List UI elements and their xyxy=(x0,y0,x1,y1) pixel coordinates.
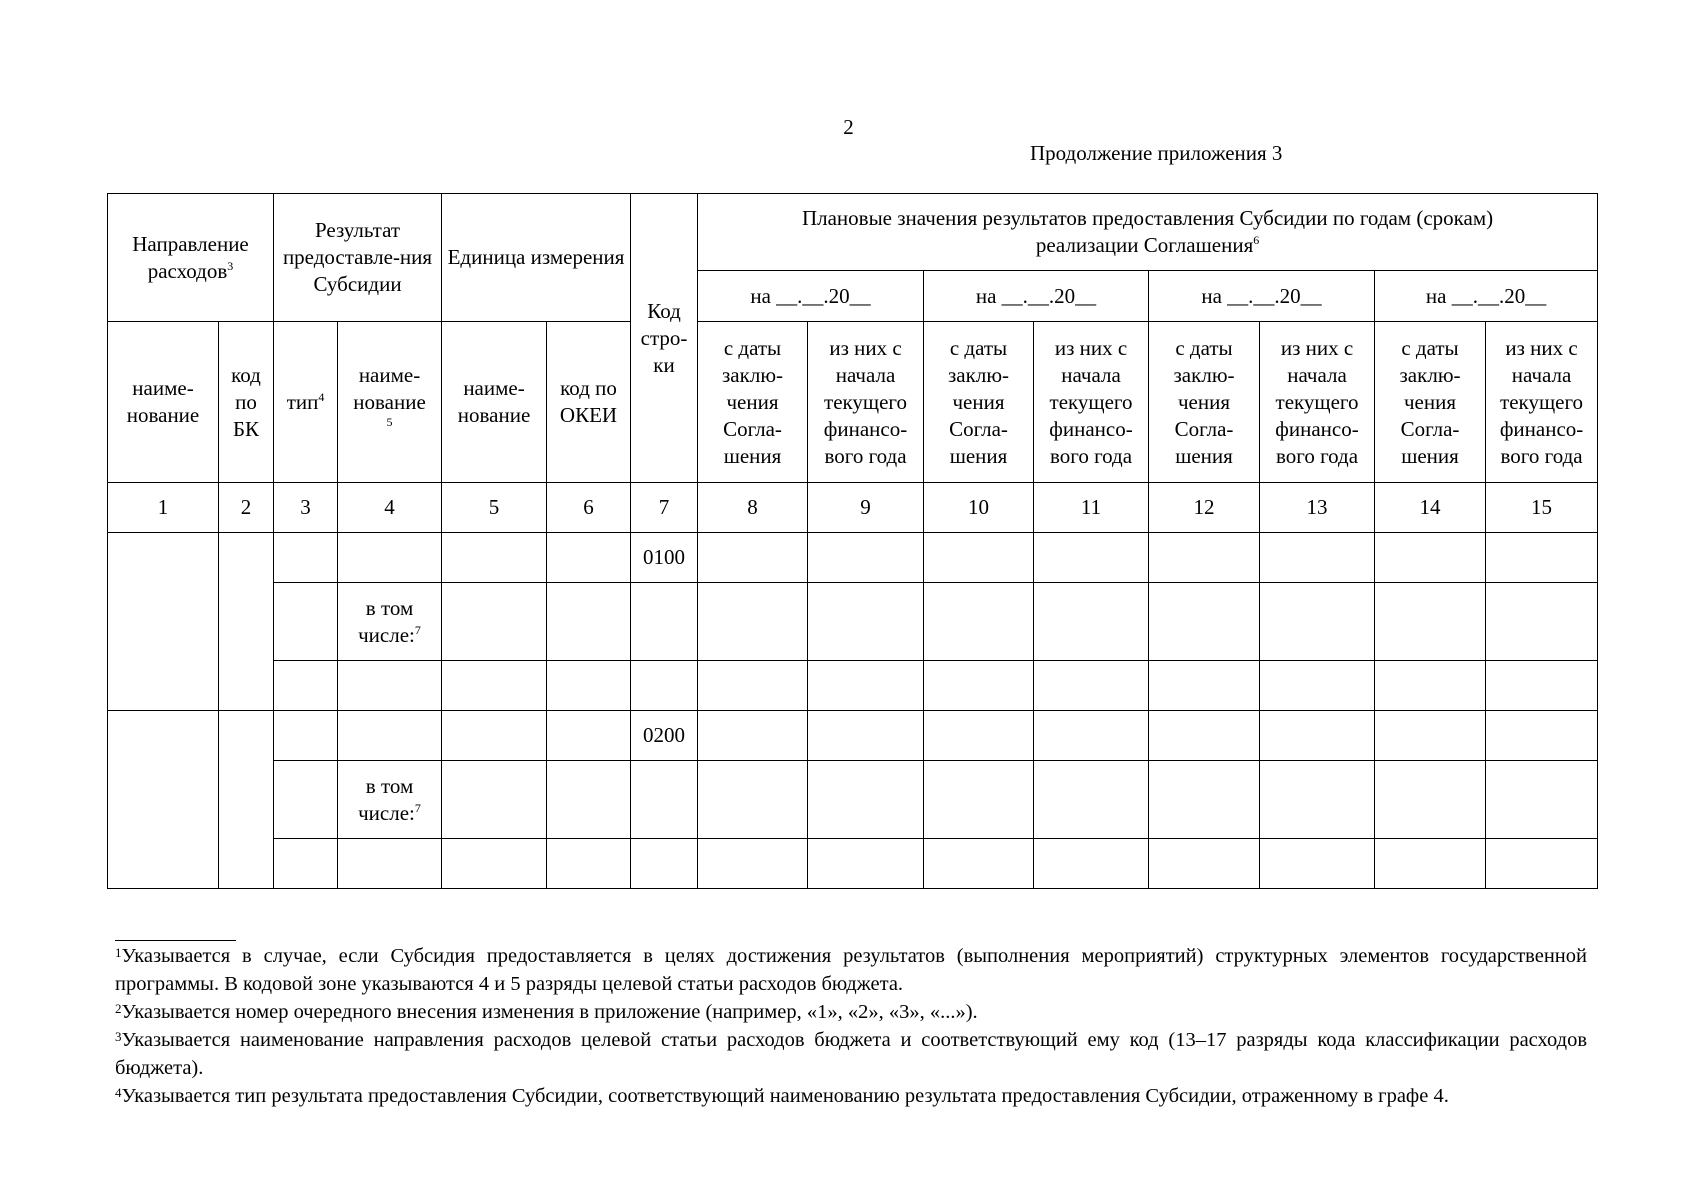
continuation-title: Продолжение приложения 3 xyxy=(1030,141,1283,165)
value-cell[interactable] xyxy=(1149,533,1260,583)
value-cell[interactable] xyxy=(1486,533,1598,583)
result-name-cell[interactable] xyxy=(338,711,442,761)
value-cell[interactable] xyxy=(698,761,808,839)
header-result: Результат предоставле-ния Субсидии xyxy=(274,194,442,322)
footnote-4: $^4$Указывается тип результата предоставления Субсидии, соответствующий наименованию результата предоставления Субсидии, отраженному в графе 4. xyxy=(115,1085,1449,1107)
results-table xyxy=(107,193,1598,889)
from-year-3: из них с начала текущего финансо-вого года xyxy=(1260,322,1375,483)
code-bk-cell[interactable] xyxy=(219,711,274,889)
okei-cell[interactable] xyxy=(547,839,631,889)
type-cell[interactable] xyxy=(274,661,338,711)
table-row xyxy=(108,533,1598,583)
okei-cell[interactable] xyxy=(547,661,631,711)
value-cell[interactable] xyxy=(924,761,1034,839)
value-cell[interactable] xyxy=(1375,839,1486,889)
value-cell[interactable] xyxy=(1149,583,1260,661)
type-cell[interactable] xyxy=(274,711,338,761)
value-cell[interactable] xyxy=(1375,583,1486,661)
type-cell[interactable] xyxy=(274,533,338,583)
type-cell[interactable] xyxy=(274,761,338,839)
value-cell[interactable] xyxy=(1034,661,1149,711)
column-number: 15 xyxy=(1486,483,1598,533)
unit-name-cell[interactable] xyxy=(442,761,547,839)
value-cell[interactable] xyxy=(1034,583,1149,661)
value-cell[interactable] xyxy=(1375,711,1486,761)
row-code-cell[interactable] xyxy=(631,583,698,661)
header-direction: Направление расходов$^3$ xyxy=(108,194,274,322)
footnote-1: $^1$Указывается в случае, если Субсидия предоставляется в целях достижения результатов (выполнения мероприятий) структурных элементов государственной программы. В кодовой зоне указываются 4 и 5 разряды целевой статьи расходов бюджета. xyxy=(115,945,1587,995)
column-number: 8 xyxy=(698,483,808,533)
value-cell[interactable] xyxy=(1149,661,1260,711)
column-number: 10 xyxy=(924,483,1034,533)
from-date-4: с даты заклю-чения Согла-шения xyxy=(1375,322,1486,483)
result-name-cell[interactable] xyxy=(338,661,442,711)
table-row xyxy=(108,661,1598,711)
sub-unit-name: наиме-нование xyxy=(442,322,547,483)
value-cell[interactable] xyxy=(808,661,924,711)
from-date-2: с даты заклю-чения Согла-шения xyxy=(924,322,1034,483)
period-2: на __.__.20__ xyxy=(924,271,1149,322)
footnote-separator xyxy=(115,940,236,941)
row-code-cell[interactable] xyxy=(631,839,698,889)
value-cell[interactable] xyxy=(1375,661,1486,711)
column-number: 3 xyxy=(274,483,338,533)
value-cell[interactable] xyxy=(924,661,1034,711)
value-cell[interactable] xyxy=(808,583,924,661)
period-1: на __.__.20__ xyxy=(698,271,924,322)
from-year-1: из них с начала текущего финансо-вого года xyxy=(808,322,924,483)
value-cell[interactable] xyxy=(698,583,808,661)
row-code: 0100 xyxy=(631,533,698,583)
unit-name-cell[interactable] xyxy=(442,533,547,583)
okei-cell[interactable] xyxy=(547,761,631,839)
value-cell[interactable] xyxy=(1034,711,1149,761)
value-cell[interactable] xyxy=(698,839,808,889)
column-number: 14 xyxy=(1375,483,1486,533)
value-cell[interactable] xyxy=(808,533,924,583)
column-number: 11 xyxy=(1034,483,1149,533)
footnote-2: $^2$Указывается номер очередного внесения изменения в приложение (например, «1», «2», «3», «...»). xyxy=(115,1001,978,1023)
unit-name-cell[interactable] xyxy=(442,583,547,661)
value-cell[interactable] xyxy=(1375,533,1486,583)
value-cell[interactable] xyxy=(698,533,808,583)
header-unit: Единица измерения xyxy=(442,194,631,322)
footnote-3: $^3$Указывается наименование направления расходов целевой статьи расходов бюджета и соответствующий ему код (13–17 разряды кода классификации расходов бюджета). xyxy=(115,1029,1587,1079)
sub-result-name: наиме-нование 5 xyxy=(338,322,442,483)
value-cell[interactable] xyxy=(1260,761,1375,839)
value-cell[interactable] xyxy=(808,839,924,889)
value-cell[interactable] xyxy=(1260,661,1375,711)
value-cell[interactable] xyxy=(924,711,1034,761)
direction-name-cell[interactable] xyxy=(108,711,219,889)
code-bk-cell[interactable] xyxy=(219,533,274,711)
sub-okei: код по ОКЕИ xyxy=(547,322,631,483)
type-cell[interactable] xyxy=(274,583,338,661)
value-cell[interactable] xyxy=(1034,761,1149,839)
column-number: 13 xyxy=(1260,483,1375,533)
column-number: 2 xyxy=(219,483,274,533)
value-cell[interactable] xyxy=(1149,711,1260,761)
column-number: 7 xyxy=(631,483,698,533)
column-numbers-row xyxy=(108,483,1598,533)
from-year-2: из них с начала текущего финансо-вого года xyxy=(1034,322,1149,483)
value-cell[interactable] xyxy=(1149,761,1260,839)
value-cell[interactable] xyxy=(1260,711,1375,761)
value-cell[interactable] xyxy=(1486,761,1598,839)
value-cell[interactable] xyxy=(1260,583,1375,661)
value-cell[interactable] xyxy=(1149,839,1260,889)
including-label: в том числе:$^7$ xyxy=(338,761,442,839)
table-row xyxy=(108,839,1598,889)
page-number: 2 xyxy=(843,115,854,139)
unit-name-cell[interactable] xyxy=(442,661,547,711)
value-cell[interactable] xyxy=(924,533,1034,583)
value-cell[interactable] xyxy=(1486,661,1598,711)
row-code-cell[interactable] xyxy=(631,761,698,839)
column-number: 9 xyxy=(808,483,924,533)
unit-name-cell[interactable] xyxy=(442,711,547,761)
period-3: на __.__.20__ xyxy=(1149,271,1375,322)
type-cell[interactable] xyxy=(274,839,338,889)
result-name-cell[interactable] xyxy=(338,839,442,889)
row-code: 0200 xyxy=(631,711,698,761)
period-4: на __.__.20__ xyxy=(1375,271,1598,322)
header-plan: Плановые значения результатов предоставления Субсидии по годам (срокам) реализации Соглашения$^6$ xyxy=(698,194,1598,271)
row-code-cell[interactable] xyxy=(631,661,698,711)
value-cell[interactable] xyxy=(808,761,924,839)
value-cell[interactable] xyxy=(1486,583,1598,661)
including-label: в том числе:$^7$ xyxy=(338,583,442,661)
table-row xyxy=(108,761,1598,839)
from-date-3: с даты заклю-чения Согла-шения xyxy=(1149,322,1260,483)
value-cell[interactable] xyxy=(1486,711,1598,761)
value-cell[interactable] xyxy=(808,711,924,761)
value-cell[interactable] xyxy=(1260,533,1375,583)
column-number: 5 xyxy=(442,483,547,533)
table-row xyxy=(108,583,1598,661)
result-name-cell[interactable] xyxy=(338,533,442,583)
sub-type: тип$^4$ xyxy=(274,322,338,483)
value-cell[interactable] xyxy=(1034,533,1149,583)
unit-name-cell[interactable] xyxy=(442,839,547,889)
sub-code-bk: код по БК xyxy=(219,322,274,483)
value-cell[interactable] xyxy=(1375,761,1486,839)
header-code: Код стро-ки xyxy=(631,194,698,483)
value-cell[interactable] xyxy=(698,661,808,711)
okei-cell[interactable] xyxy=(547,583,631,661)
value-cell[interactable] xyxy=(698,711,808,761)
direction-name-cell[interactable] xyxy=(108,533,219,711)
column-number: 6 xyxy=(547,483,631,533)
table-row xyxy=(108,711,1598,761)
value-cell[interactable] xyxy=(1486,839,1598,889)
okei-cell[interactable] xyxy=(547,533,631,583)
value-cell[interactable] xyxy=(924,839,1034,889)
value-cell[interactable] xyxy=(1034,839,1149,889)
from-date-1: с даты заклю-чения Согла-шения xyxy=(698,322,808,483)
column-number: 1 xyxy=(108,483,219,533)
sub-direction-name: наиме-нование xyxy=(108,322,219,483)
footnotes xyxy=(115,942,1587,1110)
column-number: 4 xyxy=(338,483,442,533)
value-cell[interactable] xyxy=(1260,839,1375,889)
value-cell[interactable] xyxy=(924,583,1034,661)
column-number: 12 xyxy=(1149,483,1260,533)
from-year-4: из них с начала текущего финансо-вого года xyxy=(1486,322,1598,483)
okei-cell[interactable] xyxy=(547,711,631,761)
